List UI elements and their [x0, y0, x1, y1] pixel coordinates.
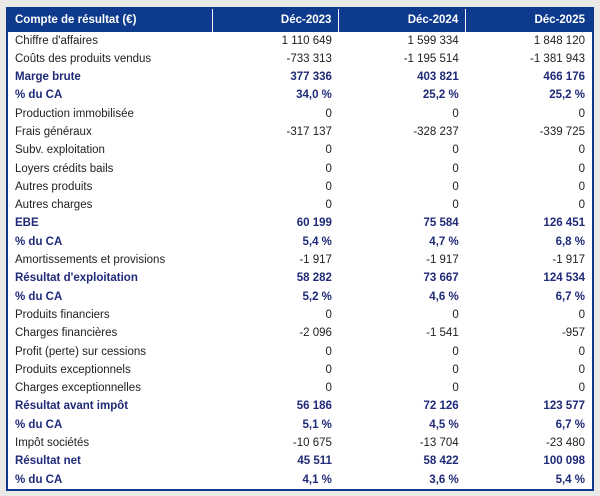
header-col-dec-2024: Déc-2024 — [339, 8, 466, 32]
value-cell: 0 — [325, 180, 332, 193]
row-label-cell: % du CA — [15, 473, 63, 486]
value-cell: 124 534 — [543, 272, 585, 285]
value-cell: 0 — [578, 345, 585, 358]
value-cell: 0 — [452, 162, 459, 175]
value-cell: 5,4 % — [302, 235, 332, 248]
value-cell: -10 675 — [292, 437, 332, 450]
value-cell: 5,1 % — [302, 418, 332, 431]
value-cell: -1 917 — [299, 254, 332, 267]
value-cell: 0 — [578, 107, 585, 120]
value-cell: -733 313 — [286, 52, 332, 65]
table-row — [7, 69, 593, 87]
value-cell: 75 584 — [423, 217, 459, 230]
value-cell: 0 — [578, 180, 585, 193]
value-cell: 0 — [578, 162, 585, 175]
table-row — [7, 343, 593, 361]
value-cell: 1 848 120 — [533, 34, 585, 47]
row-label-cell: Produits exceptionnels — [15, 363, 131, 376]
income-statement-table — [6, 7, 594, 491]
value-cell: 1 110 649 — [281, 34, 332, 47]
row-label-cell: Autres produits — [15, 180, 93, 193]
table-row — [7, 252, 593, 270]
table-row — [7, 233, 593, 251]
value-cell: 0 — [578, 363, 585, 376]
row-label-cell: Impôt sociétés — [15, 437, 90, 450]
value-cell: 0 — [325, 382, 332, 395]
table-row — [7, 416, 593, 434]
table-row — [7, 306, 593, 324]
row-label-cell: Marge brute — [15, 71, 81, 84]
row-label-cell: Subv. exploitation — [15, 144, 105, 157]
value-cell: 4,7 % — [429, 235, 459, 248]
value-cell: 3,6 % — [429, 473, 459, 486]
compte-de-resultat — [6, 7, 594, 491]
row-label-cell: % du CA — [15, 89, 63, 102]
value-cell: 4,5 % — [429, 418, 459, 431]
table-row — [7, 361, 593, 379]
value-cell: 58 422 — [423, 455, 459, 468]
value-cell: 6,7 % — [555, 290, 585, 303]
table-row — [7, 105, 593, 123]
value-cell: 0 — [452, 199, 459, 212]
value-cell: 0 — [578, 199, 585, 212]
value-cell: 0 — [452, 363, 459, 376]
row-label-cell: Produits financiers — [15, 308, 110, 321]
row-label-cell: % du CA — [15, 235, 63, 248]
value-cell: 0 — [452, 107, 459, 120]
row-label-cell: Profit (perte) sur cessions — [15, 345, 147, 358]
table-row — [7, 325, 593, 343]
value-cell: -317 137 — [286, 125, 332, 138]
row-label-cell: Résultat net — [15, 455, 81, 468]
table-row — [7, 380, 593, 398]
row-label-cell: Amortissements et provisions — [15, 254, 166, 267]
table-body — [7, 32, 593, 490]
row-label-cell: Loyers crédits bails — [15, 162, 114, 175]
value-cell: -1 541 — [426, 327, 459, 340]
table-row — [7, 453, 593, 471]
value-cell: 5,2 % — [302, 290, 332, 303]
value-cell: 58 282 — [296, 272, 332, 285]
value-cell: -1 381 943 — [530, 52, 585, 65]
table-row — [7, 50, 593, 68]
header-col-dec-2025: Déc-2025 — [466, 8, 593, 32]
value-cell: -2 096 — [299, 327, 332, 340]
table-row — [7, 123, 593, 141]
row-label-cell: Résultat d'exploitation — [15, 272, 138, 285]
row-label-cell: Frais généraux — [15, 125, 92, 138]
value-cell: 0 — [452, 180, 459, 193]
value-cell: 126 451 — [543, 217, 585, 230]
table-row — [7, 197, 593, 215]
value-cell: 466 176 — [543, 71, 585, 84]
value-cell: 25,2 % — [549, 89, 585, 102]
value-cell: 72 126 — [423, 400, 459, 413]
value-cell: -339 725 — [539, 125, 585, 138]
row-label-cell: Charges exceptionnelles — [15, 382, 141, 395]
table-row — [7, 215, 593, 233]
value-cell: 0 — [578, 308, 585, 321]
value-cell: 0 — [325, 107, 332, 120]
row-label-cell: Charges financières — [15, 327, 118, 340]
value-cell: 403 821 — [417, 71, 459, 84]
value-cell: 56 186 — [296, 400, 332, 413]
row-label-cell: EBE — [15, 217, 39, 230]
value-cell: 0 — [325, 363, 332, 376]
value-cell: 100 098 — [543, 455, 585, 468]
value-cell: -1 917 — [426, 254, 459, 267]
value-cell: 45 511 — [297, 455, 332, 468]
value-cell: 0 — [578, 144, 585, 157]
table-row — [7, 178, 593, 196]
value-cell: -957 — [561, 327, 585, 340]
value-cell: 377 336 — [290, 71, 332, 84]
row-label-cell: % du CA — [15, 418, 63, 431]
table-row — [7, 160, 593, 178]
value-cell: -13 704 — [419, 437, 459, 450]
table-row — [7, 398, 593, 416]
value-cell: 0 — [325, 199, 332, 212]
value-cell: 0 — [325, 308, 332, 321]
value-cell: 1 599 334 — [407, 34, 459, 47]
value-cell: 25,2 % — [422, 89, 459, 102]
value-cell: 6,8 % — [555, 235, 585, 248]
value-cell: 0 — [452, 345, 459, 358]
row-label-cell: Autres charges — [15, 199, 93, 212]
value-cell: 60 199 — [296, 217, 332, 230]
row-label-cell: Coûts des produits vendus — [15, 52, 152, 65]
value-cell: 0 — [325, 144, 332, 157]
table-row — [7, 32, 593, 50]
table-row — [7, 288, 593, 306]
value-cell: 4,1 % — [302, 473, 332, 486]
value-cell: -23 480 — [545, 437, 585, 450]
value-cell: -1 195 514 — [403, 52, 459, 65]
value-cell: 0 — [325, 162, 332, 175]
table-row — [7, 87, 593, 105]
value-cell: 0 — [452, 382, 459, 395]
value-cell: 123 577 — [543, 400, 585, 413]
value-cell: 0 — [325, 345, 332, 358]
value-cell: 34,0 % — [296, 89, 332, 102]
value-cell: 4,6 % — [429, 290, 459, 303]
header-title-cell: Compte de résultat (€) — [7, 8, 212, 32]
table-row — [7, 471, 593, 490]
value-cell: 0 — [452, 144, 459, 157]
value-cell: 6,7 % — [555, 418, 585, 431]
value-cell: 0 — [578, 382, 585, 395]
value-cell: -328 237 — [413, 125, 459, 138]
header-col-dec-2023: Déc-2023 — [212, 8, 339, 32]
table-row — [7, 270, 593, 288]
table-header-row — [7, 8, 593, 32]
row-label-cell: Résultat avant impôt — [15, 400, 129, 413]
row-label-cell: % du CA — [15, 290, 63, 303]
value-cell: 0 — [452, 308, 459, 321]
table-row — [7, 435, 593, 453]
value-cell: 73 667 — [423, 272, 459, 285]
row-label-cell: Production immobilisée — [15, 107, 134, 120]
table-row — [7, 142, 593, 160]
value-cell: -1 917 — [552, 254, 585, 267]
row-label-cell: Chiffre d'affaires — [15, 34, 98, 47]
value-cell: 5,4 % — [555, 473, 585, 486]
